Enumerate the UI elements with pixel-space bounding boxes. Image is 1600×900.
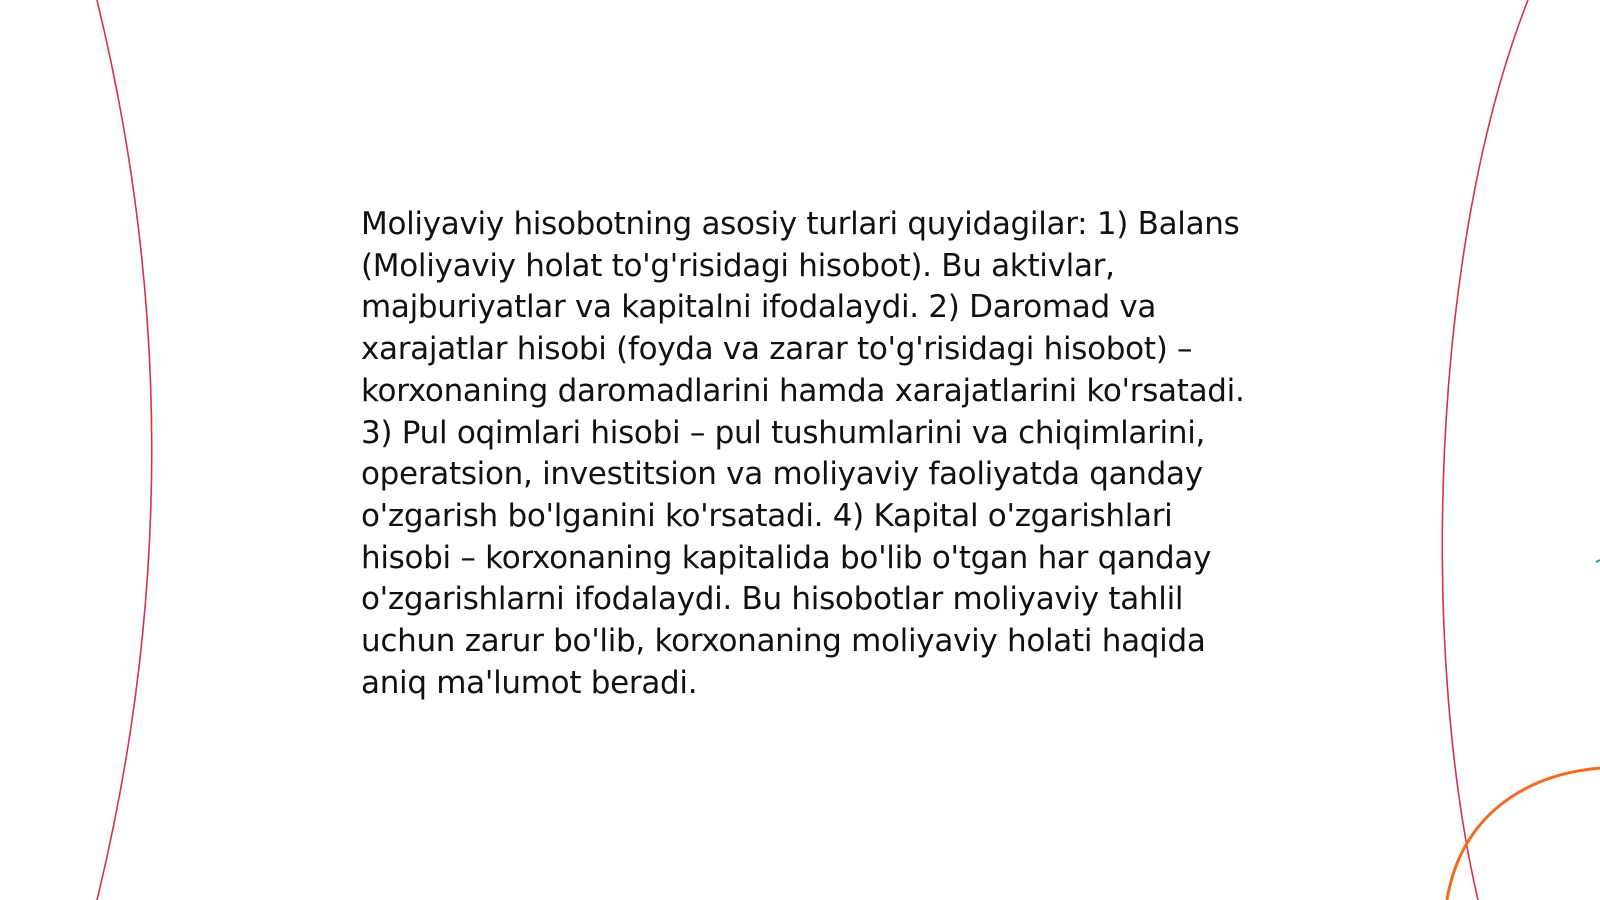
slide-body-text: Moliyaviy hisobotning asosiy turlari quyidagilar: 1) Balans (Moliyaviy holat to'g'risidagi hisobot). Bu aktivlar, majburiyatlar va kapitalni ifodalaydi. 2) Daromad va xarajatlar hisobi (foyda va zarar to'g'risidagi hisobot) – korxonaning daromadlarini hamda xarajatlarini ko'rsatadi. 3) Pul oqimlari hisobi – pul tushumlarini va chiqimlarini, operatsion, investitsion va moliyaviy faoliyatda qanday o'zgarish bo'lganini ko'rsatadi. 4) Kapital o'zgarishlari hisobi – korxonaning kapitalida bo'lib o'tgan har qanday o'zgarishlarni ifodalaydi. Bu hisobotlar moliyaviy tahlil uchun zarur bo'lib, korxonaning moliyaviy holati haqida aniq ma'lumot beradi. [361, 206, 1245, 701]
left-decorative-curve [97, 0, 152, 900]
right-decorative-curve [1442, 0, 1528, 900]
teal-accent-mark [1596, 560, 1600, 562]
orange-arc-decoration [1447, 768, 1600, 900]
